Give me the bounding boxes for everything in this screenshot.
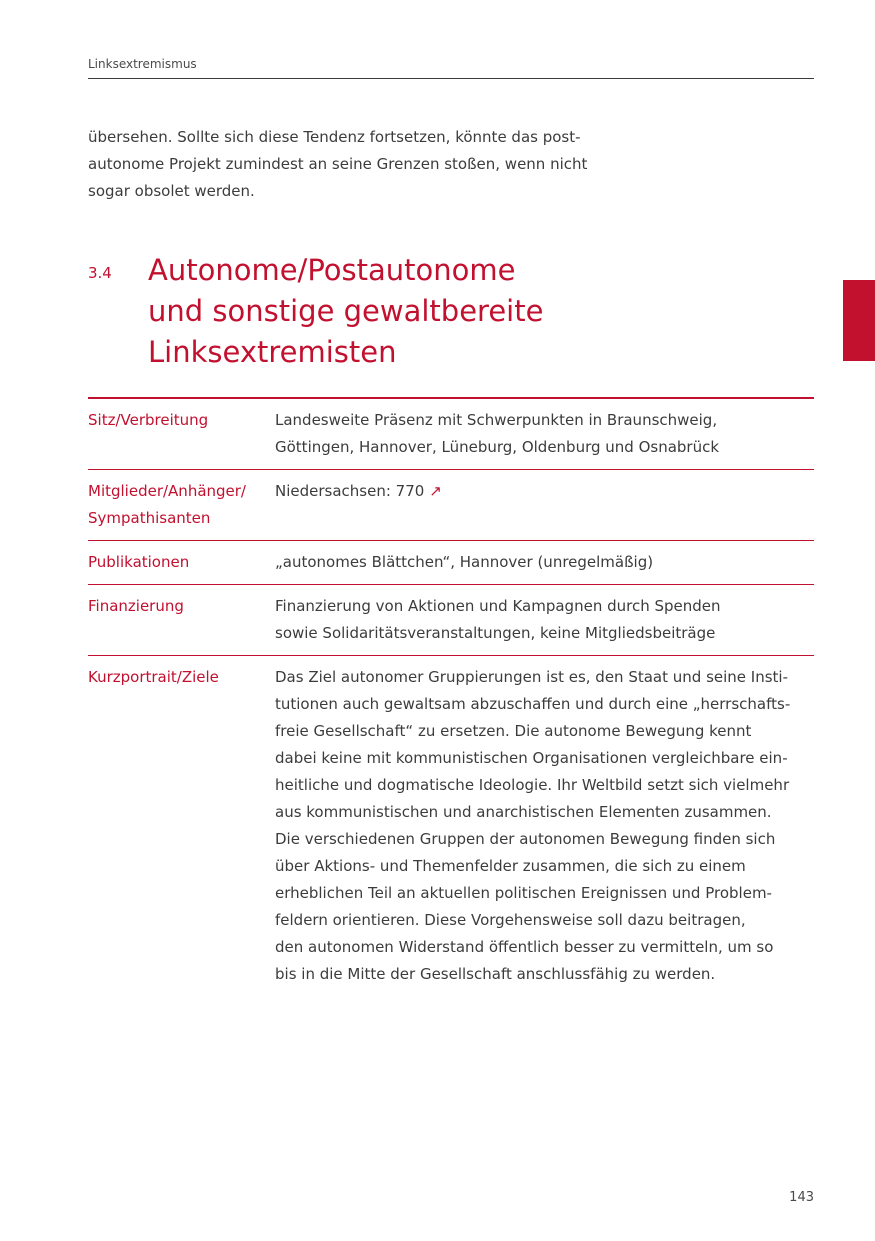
- row-label: [88, 593, 275, 647]
- row-value-line: feldern orientieren. Diese Vorgehensweise soll dazu beitragen,: [275, 911, 746, 929]
- row-value-line: Göttingen, Hannover, Lüneburg, Oldenburg und Osnabrück: [275, 438, 720, 456]
- row-label-line: Publikationen: [88, 553, 190, 571]
- table-row-publikationen: [88, 541, 814, 585]
- row-value-line: dabei keine mit kommunistischen Organisationen vergleichbare ein-: [275, 749, 788, 767]
- table-row-mitglieder: [88, 470, 814, 541]
- row-value-line: aus kommunistischen und anarchistischen Elementen zusammen.: [275, 803, 772, 821]
- header-rule: [88, 78, 814, 79]
- section-title-line: Autonome/Postautonome: [148, 253, 516, 287]
- row-value-line: sowie Solidaritätsveranstaltungen, keine Mitgliedsbeiträge: [275, 624, 716, 642]
- row-label: [88, 664, 275, 988]
- row-value-line: erheblichen Teil an aktuellen politischen Ereignissen und Problem-: [275, 884, 772, 902]
- member-count: Niedersachsen: 770: [275, 482, 425, 500]
- trend-up-icon: ↗: [429, 482, 442, 500]
- row-value: [275, 478, 814, 532]
- row-value: [275, 549, 814, 576]
- row-label: [88, 549, 275, 576]
- row-label-line: Sympathisanten: [88, 509, 211, 527]
- row-label-line: Sitz/Verbreitung: [88, 411, 209, 429]
- intro-paragraph: [88, 124, 648, 205]
- chapter-tab-marker: [843, 280, 875, 361]
- row-value-line: Die verschiedenen Gruppen der autonomen Bewegung finden sich: [275, 830, 776, 848]
- section-title-line: Linksextremisten: [148, 335, 397, 369]
- section-title-line: und sonstige gewaltbereite: [148, 294, 544, 328]
- row-label: [88, 407, 275, 461]
- row-value-line: Finanzierung von Aktionen und Kampagnen durch Spenden: [275, 597, 721, 615]
- row-value-line: tutionen auch gewaltsam abzuschaffen und durch eine „herrschafts-: [275, 695, 791, 713]
- row-value-line: Das Ziel autonomer Gruppierungen ist es, den Staat und seine Insti-: [275, 668, 788, 686]
- row-label: [88, 478, 275, 532]
- intro-line: autonome Projekt zumindest an seine Grenzen stoßen, wenn nicht: [88, 155, 588, 173]
- row-value-line: bis in die Mitte der Gesellschaft anschlussfähig zu werden.: [275, 965, 716, 983]
- row-label-line: Kurzportrait/Ziele: [88, 668, 219, 686]
- row-value-line: den autonomen Widerstand öffentlich besser zu vermitteln, um so: [275, 938, 774, 956]
- row-value: [275, 407, 814, 461]
- running-head: Linksextremismus: [88, 57, 197, 71]
- row-value-line: freie Gesellschaft“ zu ersetzen. Die autonome Bewegung kennt: [275, 722, 752, 740]
- row-value-line: über Aktions- und Themenfelder zusammen, die sich zu einem: [275, 857, 746, 875]
- row-label-line: Finanzierung: [88, 597, 184, 615]
- row-value-line: „autonomes Blättchen“, Hannover (unregelmäßig): [275, 553, 654, 571]
- intro-line: sogar obsolet werden.: [88, 182, 255, 200]
- row-value: [275, 593, 814, 647]
- page-number: 143: [789, 1190, 814, 1205]
- row-value-line: heitliche und dogmatische Ideologie. Ihr Weltbild setzt sich vielmehr: [275, 776, 790, 794]
- fact-table: [88, 397, 814, 996]
- row-value: [275, 664, 814, 988]
- row-value-line: Landesweite Präsenz mit Schwerpunkten in Braunschweig,: [275, 411, 718, 429]
- section-title: [148, 250, 788, 373]
- intro-line: übersehen. Sollte sich diese Tendenz fortsetzen, könnte das post-: [88, 128, 581, 146]
- row-label-line: Mitglieder/Anhänger/: [88, 482, 246, 500]
- table-row-finanzierung: [88, 585, 814, 656]
- table-row-kurzportrait: [88, 656, 814, 996]
- table-row-sitz: [88, 399, 814, 470]
- row-value-line: [275, 478, 814, 505]
- section-number: 3.4: [88, 264, 112, 282]
